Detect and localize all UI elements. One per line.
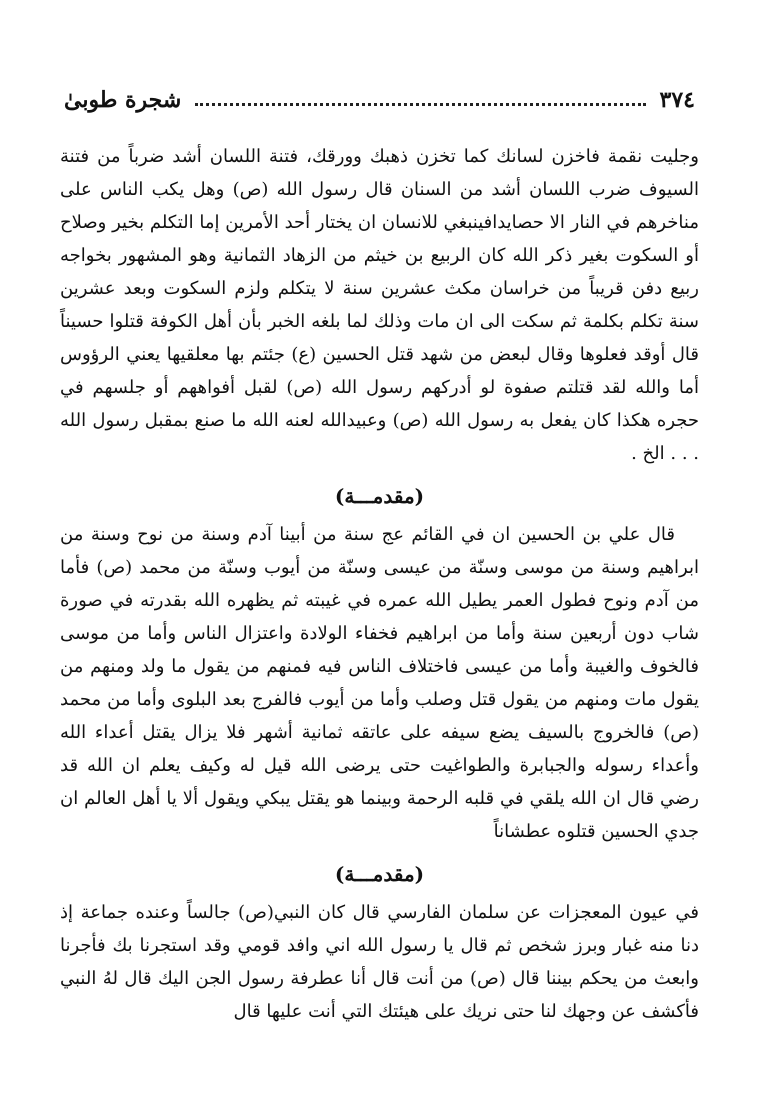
section-heading: (مقدمـــة) <box>334 862 425 886</box>
paragraph: وجليت نقمة فاخزن لسانك كما تخزن ذهبك وورقك، فتنة اللسان أشد ضرباً من فتنة السيوف ضرب اللسان أشد من السنان قال رسول الله (ص) وهل يكب الناس على مناخرهم في النار الا حصايدافينبغي للانسان ان يختار أحد الأمرين إما التكلم بخير وصلاح أو السكوت بغير ذكر الله كان الربيع بن خيثم من الزهاد الثمانية وهو المشهور بخواجه ربيع دفن قريباً من خراسان مكث عشرين سنة لا يتكلم ولزم السكوت وبعد عشرين سنة تكلم بكلمة ثم سكت الى ان مات وذلك لما بلغه الخبر بأن أهل الكوفة قتلوا حسيناً قال أوقد فعلوها وقال لبعض من شهد قتل الحسين (ع) جئتم بها معلقيها يعني الرؤوس أما والله لقد قتلتم صفوة لو أدركهم رسول الله (ص) لقبل أفواههم أو جلسهم في حجره هكذا كان يفعل به رسول الله (ص) وعبيدالله لعنه الله ما صنع بمقبل رسول الله . . . الخ . <box>60 146 699 464</box>
page-body <box>60 140 699 1028</box>
book-title: شجرة طوبىٰ <box>64 87 182 113</box>
page-number: ٣٧٤ <box>659 87 695 113</box>
paragraph: في عيون المعجزات عن سلمان الفارسي قال كان النبي(ص) جالساً وعنده جماعة إذ دنا منه غبار وبرز شخص ثم قال يا رسول الله اني وافد قومي وقد استجرنا بك فأجرنا وابعث من يحكم بيننا قال (ص) من أنت قال أنا عطرفة رسول الجن اليك قال لهُ النبي فأكشف عن وجهك لنا حتى نريك على هيئتك التي أنت عليها قال <box>60 902 699 1022</box>
paragraph: قال علي بن الحسين ان في القائم عج سنة من أبينا آدم وسنة من نوح وسنة من ابراهيم وسنة من موسى وسنّة من عيسى وسنّة من أيوب وسنّة من محمد (ص) فأما من آدم ونوح فطول العمر يطيل الله عمره في غيبته ثم يظهره الله بقدرته في صورة شاب دون أربعين سنة وأما من ابراهيم فخفاء الولادة واعتزال الناس وأما من موسى فالخوف والغيبة وأما من عيسى فاختلاف الناس فيه فمنهم من يقول ما ولد ومنهم من يقول مات ومنهم من يقول قتل وصلب وأما من أيوب فالفرج بعد البلوى وأما من محمد (ص) فالخروج بالسيف يضع سيفه على عاتقه ثمانية أشهر فلا يزال يقتل أعداء الله وأعداء رسوله والجبابرة والطواغيت حتى يرضى الله قيل له وكيف يعلم ان الله قد رضي قال ان الله يلقي في قلبه الرحمة وبينما هو يقتل يبكي ويقول ألا يا أهل العالم ان جدي الحسين قتلوه عطشاناً <box>60 524 699 842</box>
leader-dots <box>195 103 645 106</box>
page-header <box>64 80 695 120</box>
section-heading: (مقدمـــة) <box>334 484 425 508</box>
